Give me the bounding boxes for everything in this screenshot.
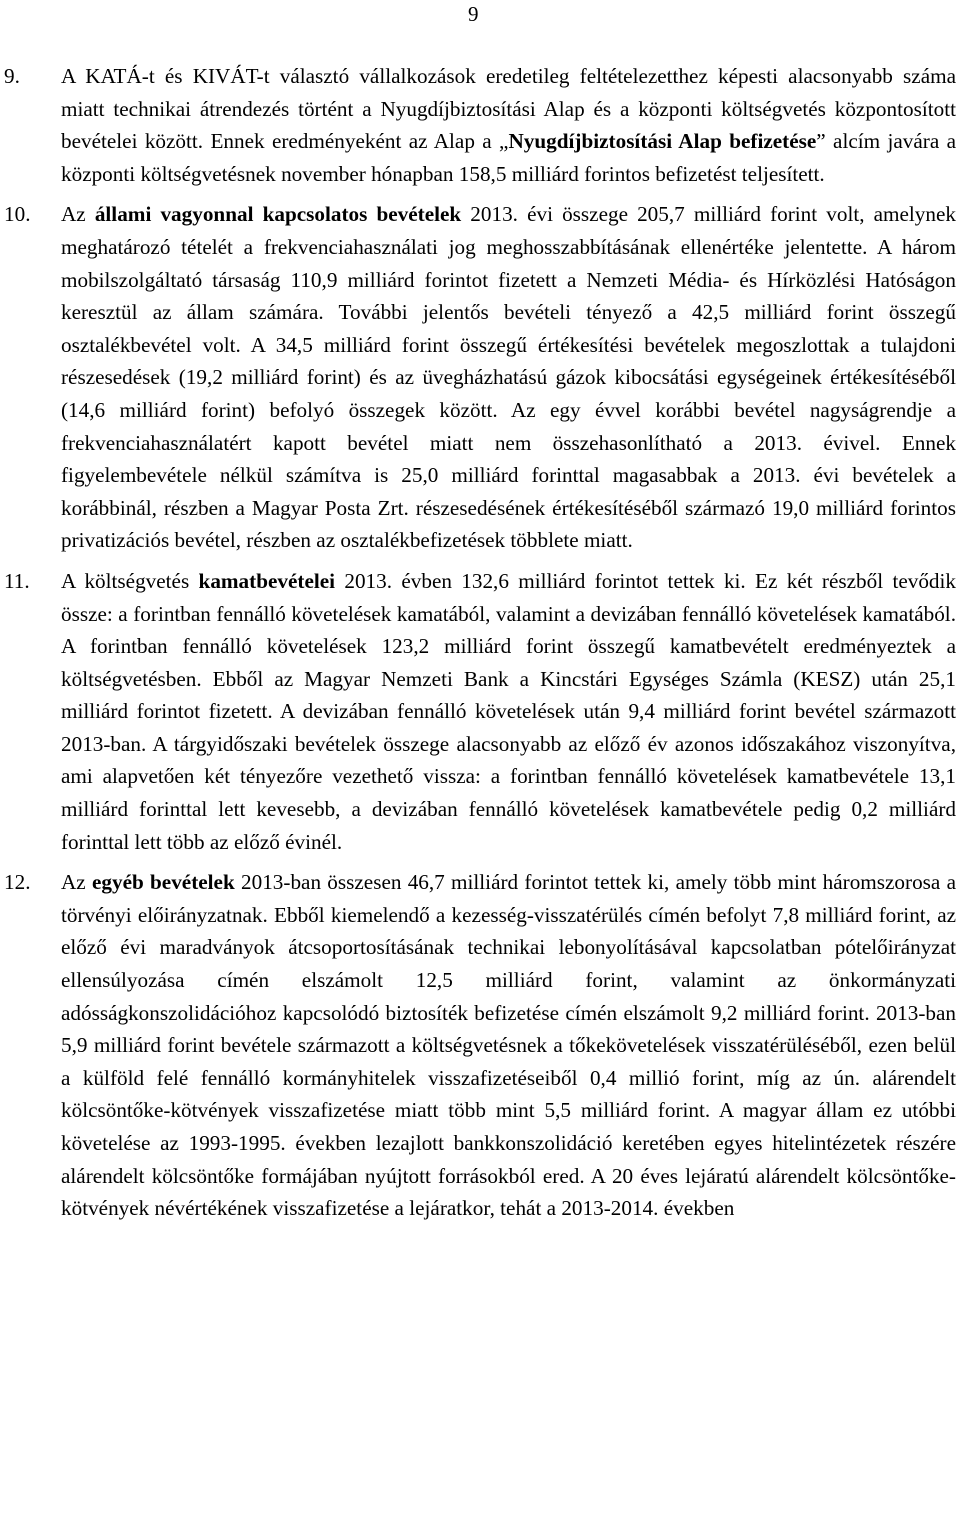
paragraph-item-11 bbox=[4, 565, 956, 858]
item-text: 2013. évi összege 205,7 milliárd forint volt, amelynek meghatározó tételét a frekvenciahasználati jog meghosszabbításának ellenértéke jelentette. A három mobilszolgáltató társaság 110,9 milliárd forintot fizetett a Nemzeti Média- és Hírközlési Hatóságon keresztül az állam számára. További jelentős bevételi tényező a 42,5 milliárd forint összegű osztalékbevétel volt. A 34,5 milliárd forint összegű értékesítési bevételek megoszlottak a tulajdoni részesedések (19,2 milliárd forint) és az üvegházhatású gázok kibocsátási egységeinek értékesítéséből (14,6 milliárd forint) befolyó összegek között. Az egy évvel korábbi bevétel nagyságrendje a frekvenciahasználatért kapott bevétel miatt nem összehasonlítható a 2013. évivel. Ennek figyelembevétele nélkül számítva is 25,0 milliárd forinttal magasabbak a 2013. évi bevételek a korábbinál, részben a Magyar Posta Zrt. részesedésének értékesítéséből származó 19,0 milliárd forintos privatizációs bevétel, részben az osztalékbefizetések többlete miatt. bbox=[61, 202, 956, 553]
paragraph-item-9 bbox=[4, 60, 956, 190]
item-text: Az bbox=[61, 202, 95, 227]
item-text: ” alcím javára a központi költségvetésnek november hónapban 158,5 milliárd forintos befizetést teljesített. bbox=[61, 129, 957, 186]
page-number: 9 bbox=[468, 2, 479, 26]
item-bold-term: egyéb bevételek bbox=[91, 870, 235, 895]
item-number: 12. bbox=[4, 870, 31, 895]
item-bold-term: Nyugdíjbiztosítási Alap befizetése bbox=[508, 129, 817, 154]
paragraph-item-10 bbox=[4, 198, 956, 557]
document-body bbox=[4, 60, 956, 1225]
item-number: 11. bbox=[4, 568, 30, 593]
item-text: Az bbox=[61, 870, 92, 895]
item-text: 2013-ban összesen 46,7 milliárd forintot tettek ki, amely több mint háromszorosa a törvényi előirányzatnak. Ebből kiemelendő a kezesség-visszatérülés címén befolyt 7,8 milliárd forint, az előző évi maradványok átcsoportosításának technikai lebonyolításával kapcsolatban pótelőirányzat ellensúlyozása címén elszámolt 12,5 milliárd forint, valamint az önkormányzati adósságkonszolidációhoz kapcsolódó biztosíték befizetése címén elszámolt 9,2 milliárd forint. 2013-ban 5,9 milliárd forint bevétele származott a költségvetésnek a tőkekövetelések visszatérüléséből, ezen belül a külföld felé fennálló kormányhitelek visszafizetéseiből 0,4 millió forint, míg az ún. alárendelt kölcsöntőke-kötvények visszafizetése miatt több mint 5,5 milliárd forint. A magyar állam ez utóbbi követelése az 1993-1995. években lezajlott bankkonszolidáció keretében egyes hitelintézetek részére alárendelt kölcsöntőke formájában nyújtott forrásokból ered. A 20 éves lejáratú alárendelt kölcsöntőke-kötvények névértékének visszafizetése a lejáratkor, tehát a 2013-2014. években bbox=[61, 870, 956, 1221]
item-text: A KATÁ-t és KIVÁT-t választó vállalkozások eredetileg feltételezetthez képesti alacsonyabb száma miatt technikai átrendezés történt a Nyugdíjbiztosítási Alap és a központi költségvetés központosított bevételei között. Ennek eredményeként az Alap a „ bbox=[61, 64, 956, 154]
item-text: 2013. évben 132,6 milliárd forintot tettek ki. Ez két részből tevődik össze: a forintban fennálló követelések kamatából, valamint a devizában fennálló követelések kamatából. A forintban fennálló követelések 123,2 milliárd forint összegű kamatbevételt eredményeztek a költségvetésben. Ebből az Magyar Nemzeti Bank a Kincstári Egységes Számla (KESZ) után 25,1 milliárd forintot fizetett. A devizában fennálló követelések után 9,4 milliárd forint bevétel származott 2013-ban. A tárgyidőszaki bevételek összege alacsonyabb az előző év azonos időszakához viszonyítva, ami alapvetően két tényezőre vezethető vissza: a forintban fennálló követelések kamatbevétele 13,1 milliárd forinttal lett kevesebb, a devizában fennálló követelések kamatbevétele pedig 0,2 milliárd forinttal lett több az előző évinél. bbox=[61, 568, 956, 854]
item-number: 9. bbox=[4, 64, 20, 88]
item-bold-term: állami vagyonnal kapcsolatos bevételek bbox=[94, 202, 462, 227]
paragraph-item-12 bbox=[4, 866, 956, 1225]
item-text: A költségvetés bbox=[61, 568, 199, 593]
item-number: 10. bbox=[4, 202, 31, 227]
item-bold-term: kamatbevételei bbox=[198, 568, 336, 593]
